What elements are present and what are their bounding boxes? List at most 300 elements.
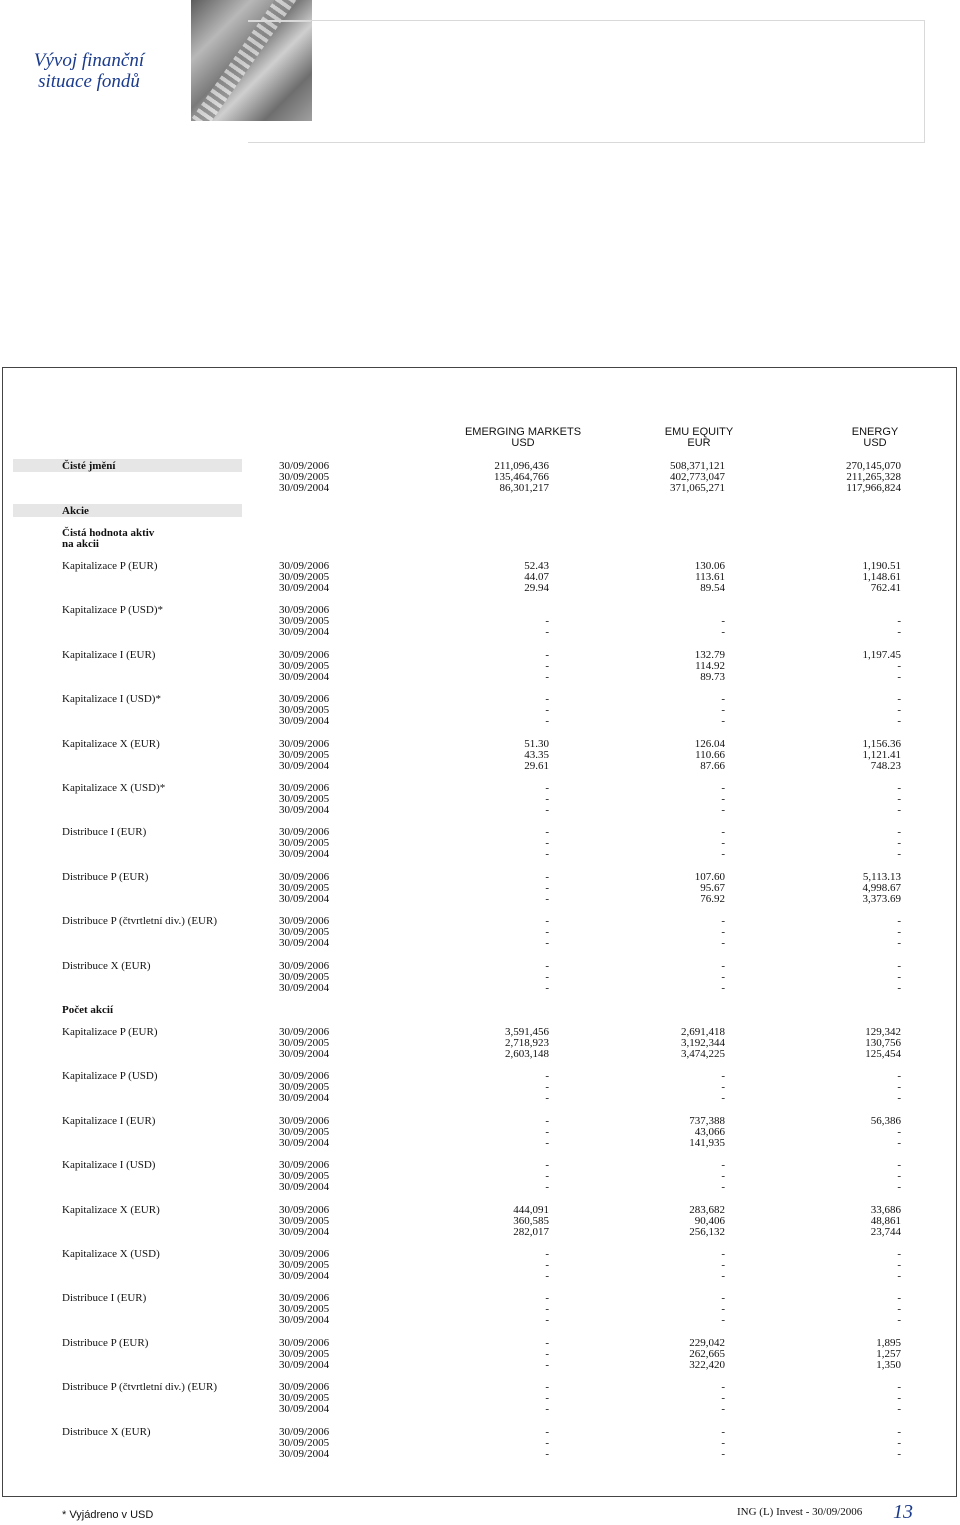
table-row [0,1038,960,1049]
cell-energy: - [897,1392,901,1405]
table-row [0,583,960,594]
row-label: Distribuce P (čtvrtletní div.) (EUR) [62,915,217,928]
cell-energy: - [897,793,901,805]
table-row [0,1271,960,1282]
row-date: 30/09/2006 [279,693,330,706]
cell-emerging-markets: - [545,1314,549,1327]
cell-energy: - [897,659,901,672]
cell-emu-equity: - [721,804,725,816]
table-row [0,872,960,883]
row-date: 30/09/2005 [279,1125,330,1138]
nav-per-share-heading [62,528,154,550]
cell-emu-equity: 107.60 [694,870,725,883]
cell-emerging-markets: - [545,1159,549,1172]
row-date: 30/09/2004 [279,937,330,950]
nav-heading-line-1: Čistá hodnota aktiv [62,527,155,539]
row-date: 30/09/2004 [279,1048,330,1060]
cell-energy: - [897,804,901,816]
cell-emerging-markets: - [545,970,549,983]
table-row [0,1360,960,1371]
row-date: 30/09/2005 [279,1259,330,1271]
cell-emerging-markets: - [545,1270,549,1282]
cell-emerging-markets: 3,591,456 [505,1026,549,1038]
row-date: 30/09/2004 [279,626,330,639]
header-frame [248,20,925,143]
column-header-emu-equity [624,427,774,449]
table-row [0,1082,960,1093]
cell-energy: 5,113.13 [862,870,901,883]
row-date: 30/09/2004 [279,1270,330,1282]
cell-energy: - [897,981,901,994]
table-row [0,572,960,583]
cell-energy: 129,342 [865,1026,901,1038]
cell-emu-equity: 90,406 [694,1214,725,1227]
cell-emu-equity: 87.66 [700,759,725,772]
table-row [0,794,960,805]
row-date: 30/09/2004 [279,1181,330,1194]
column-name: EMU EQUITY [664,426,734,438]
table-row [0,894,960,905]
cell-emu-equity: - [721,1070,725,1083]
cell-emerging-markets: 2,603,148 [505,1048,549,1060]
cell-energy: - [897,1425,901,1438]
cell-emerging-markets: - [545,1403,549,1416]
cell-energy: 4,998.67 [862,881,901,894]
row-date: 30/09/2005 [279,926,330,939]
cell-emerging-markets: - [545,1114,549,1127]
cell-energy: 56,386 [870,1114,901,1127]
cell-energy: - [897,1181,901,1194]
table-row [0,1382,960,1393]
cell-energy: 270,145,070 [846,460,901,472]
cell-energy: 23,744 [870,1225,901,1238]
row-date: 30/09/2006 [279,1070,330,1083]
cell-energy: - [897,693,901,706]
table-row [0,1071,960,1082]
cell-emu-equity: - [721,837,725,850]
cell-energy: 130,756 [865,1037,901,1049]
cell-emerging-markets: - [545,1181,549,1194]
table-row [0,1182,960,1193]
column-name: EMERGING MARKETS [464,426,582,438]
cell-energy: - [897,926,901,939]
cell-energy: 1,197.45 [862,648,901,661]
row-label: Distribuce I (EUR) [62,1292,147,1305]
footer-text: ING (L) Invest - 30/09/2006 [737,1506,863,1518]
cell-emerging-markets: - [545,1092,549,1105]
page-title-line-1: Vývoj finanční [33,50,145,71]
cell-emu-equity: 322,420 [689,1358,725,1371]
cell-emu-equity: 283,682 [689,1203,725,1216]
cell-energy: - [897,970,901,983]
row-date: 30/09/2005 [279,1170,330,1183]
cell-energy: - [897,626,901,639]
cell-emu-equity: 3,474,225 [681,1048,725,1060]
table-row [0,1160,960,1171]
table-row [0,1093,960,1104]
cell-emerging-markets: 360,585 [513,1214,549,1227]
cell-emerging-markets: - [545,704,549,717]
row-date: 30/09/2006 [279,737,330,750]
cell-emu-equity: - [721,782,725,794]
footnote: * Vyjádreno v USD [62,1509,154,1521]
table-row [0,739,960,750]
cell-energy: 125,454 [865,1048,901,1060]
row-date: 30/09/2004 [279,759,330,772]
table-row [0,1449,960,1460]
cell-emerging-markets: - [545,1248,549,1260]
cell-energy: 1,156.36 [862,737,901,750]
cell-emu-equity: - [721,1381,725,1394]
row-date: 30/09/2004 [279,1092,330,1105]
cell-emerging-markets: 2,718,923 [505,1037,549,1049]
table-row [0,1438,960,1449]
row-date: 30/09/2004 [279,1358,330,1371]
table-row [0,1293,960,1304]
cell-energy: 1,350 [876,1358,901,1371]
row-date: 30/09/2004 [279,1136,330,1149]
cell-energy: - [897,782,901,794]
cell-emu-equity: 76.92 [700,892,725,905]
row-date: 30/09/2005 [279,659,330,672]
row-label: Kapitalizace I (EUR) [62,648,156,661]
table-row [0,972,960,983]
row-date: 30/09/2006 [279,1336,330,1349]
row-date: 30/09/2005 [279,837,330,850]
cell-energy: - [897,704,901,717]
row-date: 30/09/2006 [279,1203,330,1216]
cell-emu-equity: 141,935 [689,1136,725,1149]
row-date: 30/09/2006 [279,1114,330,1127]
cell-energy: - [897,615,901,628]
table-row [0,938,960,949]
cell-energy: 1,190.51 [862,560,901,572]
cell-emu-equity: 262,665 [689,1347,725,1360]
row-date: 30/09/2004 [279,892,330,905]
cell-emerging-markets: - [545,1381,549,1394]
row-date: 30/09/2006 [279,648,330,661]
page-title-line-2: situace fondů [38,71,140,92]
cell-energy: - [897,1248,901,1260]
cell-emu-equity: - [721,1436,725,1449]
cell-emu-equity: - [721,1292,725,1305]
cell-emerging-markets: - [545,715,549,728]
row-label: Kapitalizace P (EUR) [62,560,158,572]
cell-emerging-markets: - [545,1347,549,1360]
cell-emerging-markets: - [545,981,549,994]
row-label: Kapitalizace P (USD) [62,1070,158,1083]
cell-energy: 117,966,824 [846,482,901,494]
table-row [0,1315,960,1326]
cell-energy: 3,373.69 [862,892,901,905]
cell-energy: 1,148.61 [862,571,901,583]
column-header-emerging-markets [448,427,598,449]
cell-emu-equity: 114.92 [695,659,725,672]
row-date: 30/09/2004 [279,1225,330,1238]
row-label: Distribuce I (EUR) [62,826,147,839]
cell-emerging-markets: - [545,1447,549,1460]
cell-emerging-markets: - [545,804,549,816]
cell-emerging-markets: - [545,615,549,628]
table-row [0,1249,960,1260]
cell-emerging-markets: - [545,626,549,639]
row-date: 30/09/2006 [279,604,330,617]
row-date: 30/09/2004 [279,670,330,683]
cell-emu-equity: 113.61 [695,571,725,583]
cell-energy: - [897,1170,901,1183]
row-label: Distribuce X (EUR) [62,959,151,972]
table-row [0,472,960,483]
cell-emerging-markets: - [545,848,549,861]
row-label: Kapitalizace I (USD) [62,1159,156,1172]
cell-energy: - [897,915,901,928]
cell-emu-equity: - [721,959,725,972]
cell-emerging-markets: - [545,782,549,794]
table-row [0,1027,960,1038]
table-row [0,1049,960,1060]
cell-emu-equity: - [721,1248,725,1260]
cell-energy: - [897,1070,901,1083]
cell-emu-equity: 402,773,047 [670,471,725,483]
cell-emerging-markets: - [545,1081,549,1094]
row-date: 30/09/2006 [279,782,330,794]
shares-band [13,504,242,517]
cell-energy: - [897,1159,901,1172]
page-title [14,50,164,92]
row-label: Kapitalizace P (USD)* [62,604,164,617]
column-currency: EUR [687,437,711,449]
row-label: Kapitalizace P (EUR) [62,1026,158,1038]
cell-emu-equity: 2,691,418 [681,1026,725,1038]
table-row [0,750,960,761]
cell-emerging-markets: 444,091 [513,1203,549,1216]
cell-emu-equity: 132.79 [694,648,725,661]
cell-energy: 211,265,328 [846,471,901,483]
nav-heading-line-2: na akcii [62,538,99,550]
table-row [0,761,960,772]
table-row [0,983,960,994]
cell-energy: - [897,1447,901,1460]
cell-energy: - [897,826,901,839]
cell-energy: - [897,670,901,683]
cell-emu-equity: - [721,793,725,805]
cell-emu-equity: - [721,1403,725,1416]
cell-emu-equity: 89.54 [700,582,725,594]
cell-emu-equity: 130.06 [694,560,725,572]
cell-energy: - [897,715,901,728]
cell-emerging-markets: - [545,1259,549,1271]
cell-energy: - [897,1381,901,1394]
table-row [0,1349,960,1360]
row-date: 30/09/2005 [279,1392,330,1405]
row-date: 30/09/2005 [279,704,330,717]
cell-emerging-markets: - [545,1125,549,1138]
cell-energy: 48,861 [870,1214,901,1227]
table-row [0,849,960,860]
cell-energy: 1,121.41 [862,748,901,761]
cell-energy: - [897,1292,901,1305]
cell-emerging-markets: - [545,1392,549,1405]
cell-emu-equity: 95.67 [700,881,725,894]
cell-energy: - [897,1125,901,1138]
cell-emerging-markets: 51.30 [524,737,549,750]
cell-emu-equity: 43,066 [694,1125,725,1138]
cell-emerging-markets: - [545,915,549,928]
row-date: 30/09/2005 [279,1436,330,1449]
cell-emu-equity: 256,132 [689,1225,725,1238]
cell-emerging-markets: - [545,1292,549,1305]
cell-emerging-markets: - [545,1336,549,1349]
row-date: 30/09/2005 [279,1303,330,1316]
table-row [0,627,960,638]
table-row [0,783,960,794]
table-row [0,483,960,494]
cell-emu-equity: - [721,1259,725,1271]
cell-emu-equity: 89.73 [700,670,725,683]
cell-emu-equity: 371,065,271 [670,482,725,494]
table-row [0,1260,960,1271]
cell-emerging-markets: 43.35 [524,748,549,761]
row-date: 30/09/2005 [279,615,330,628]
table-row [0,1393,960,1404]
row-label: Kapitalizace X (EUR) [62,1203,160,1216]
row-date: 30/09/2005 [279,1037,330,1049]
row-label: Kapitalizace X (USD) [62,1248,160,1260]
row-date: 30/09/2004 [279,804,330,816]
table-row [0,1171,960,1182]
row-date: 30/09/2005 [279,1347,330,1360]
row-date: 30/09/2004 [279,1314,330,1327]
cell-energy: 1,895 [876,1336,901,1349]
row-label: Distribuce P (EUR) [62,870,149,883]
cell-emerging-markets: - [545,1358,549,1371]
cell-emerging-markets: - [545,937,549,950]
table-row [0,716,960,727]
net-assets-heading: Čisté jmění [62,460,116,472]
cell-emerging-markets: 282,017 [513,1225,549,1238]
cell-energy: - [897,1092,901,1105]
table-row [0,961,960,972]
row-date: 30/09/2005 [279,571,330,583]
row-date: 30/09/2005 [279,970,330,983]
row-date: 30/09/2004 [279,1447,330,1460]
row-label: Distribuce P (EUR) [62,1336,149,1349]
cell-emu-equity: - [721,693,725,706]
row-label: Distribuce X (EUR) [62,1425,151,1438]
row-date: 30/09/2006 [279,1292,330,1305]
cell-emu-equity: 3,192,344 [681,1037,725,1049]
table-row [0,661,960,672]
cell-emu-equity: - [721,715,725,728]
table-row [0,1216,960,1227]
table-row [0,1427,960,1438]
column-header-energy [800,427,950,449]
cell-energy: - [897,1136,901,1149]
row-date: 30/09/2006 [279,1026,330,1038]
row-date: 30/09/2006 [279,870,330,883]
table-row [0,883,960,894]
cell-emerging-markets: - [545,1070,549,1083]
cell-emerging-markets: 29.94 [524,582,549,594]
row-label: Distribuce P (čtvrtletní div.) (EUR) [62,1381,217,1394]
row-date: 30/09/2006 [279,1381,330,1394]
cell-emu-equity: - [721,1170,725,1183]
row-date: 30/09/2006 [279,460,330,472]
row-label: Kapitalizace X (EUR) [62,737,160,750]
table-row [0,616,960,627]
table-row [0,1138,960,1149]
table-row [0,1205,960,1216]
row-date: 30/09/2006 [279,1159,330,1172]
cell-emerging-markets: - [545,648,549,661]
table-row [0,650,960,661]
row-date: 30/09/2005 [279,471,330,483]
table-row [0,561,960,572]
cell-emu-equity: - [721,915,725,928]
row-label: Kapitalizace I (EUR) [62,1114,156,1127]
cell-emu-equity: - [721,1270,725,1282]
cell-emerging-markets: - [545,1136,549,1149]
table-row [0,916,960,927]
row-date: 30/09/2006 [279,826,330,839]
row-date: 30/09/2004 [279,715,330,728]
cell-energy: - [897,959,901,972]
cell-emerging-markets: - [545,1170,549,1183]
cell-emu-equity: 737,388 [689,1114,725,1127]
cell-emu-equity: - [721,1159,725,1172]
column-currency: USD [511,437,535,449]
cell-emu-equity: - [721,1447,725,1460]
table-row [0,1304,960,1315]
cell-emerging-markets: - [545,959,549,972]
row-date: 30/09/2006 [279,560,330,572]
cell-emerging-markets: - [545,1303,549,1316]
row-date: 30/09/2005 [279,1214,330,1227]
cell-emu-equity: - [721,626,725,639]
cell-energy: - [897,1436,901,1449]
cell-emu-equity: 229,042 [689,1336,725,1349]
table-row [0,1227,960,1238]
row-date: 30/09/2005 [279,1081,330,1094]
cell-emerging-markets: - [545,793,549,805]
cell-energy: - [897,937,901,950]
cell-emu-equity: - [721,1425,725,1438]
table-row [0,605,960,616]
cell-emu-equity: - [721,848,725,861]
shares-heading: Akcie [62,505,89,517]
row-date: 30/09/2004 [279,1403,330,1416]
cell-emu-equity: 126.04 [694,737,725,750]
row-date: 30/09/2006 [279,915,330,928]
cell-emerging-markets: 52.43 [524,560,549,572]
cell-energy: 762.41 [870,582,901,594]
cell-emerging-markets: 86,301,217 [499,482,549,494]
table-row [0,838,960,849]
cell-energy: - [897,1081,901,1094]
cell-emerging-markets: - [545,826,549,839]
page-number: 13 [893,1501,913,1523]
row-label: Kapitalizace I (USD)* [62,693,161,706]
cell-emu-equity: - [721,826,725,839]
cell-emerging-markets: - [545,926,549,939]
table-row [0,1127,960,1138]
table-row [0,672,960,683]
share-count-heading: Počet akcií [62,1004,114,1016]
cell-energy: 748.23 [870,759,901,772]
table-row [0,805,960,816]
cell-emerging-markets: 135,464,766 [494,471,549,483]
cell-emu-equity: 508,371,121 [670,460,725,472]
